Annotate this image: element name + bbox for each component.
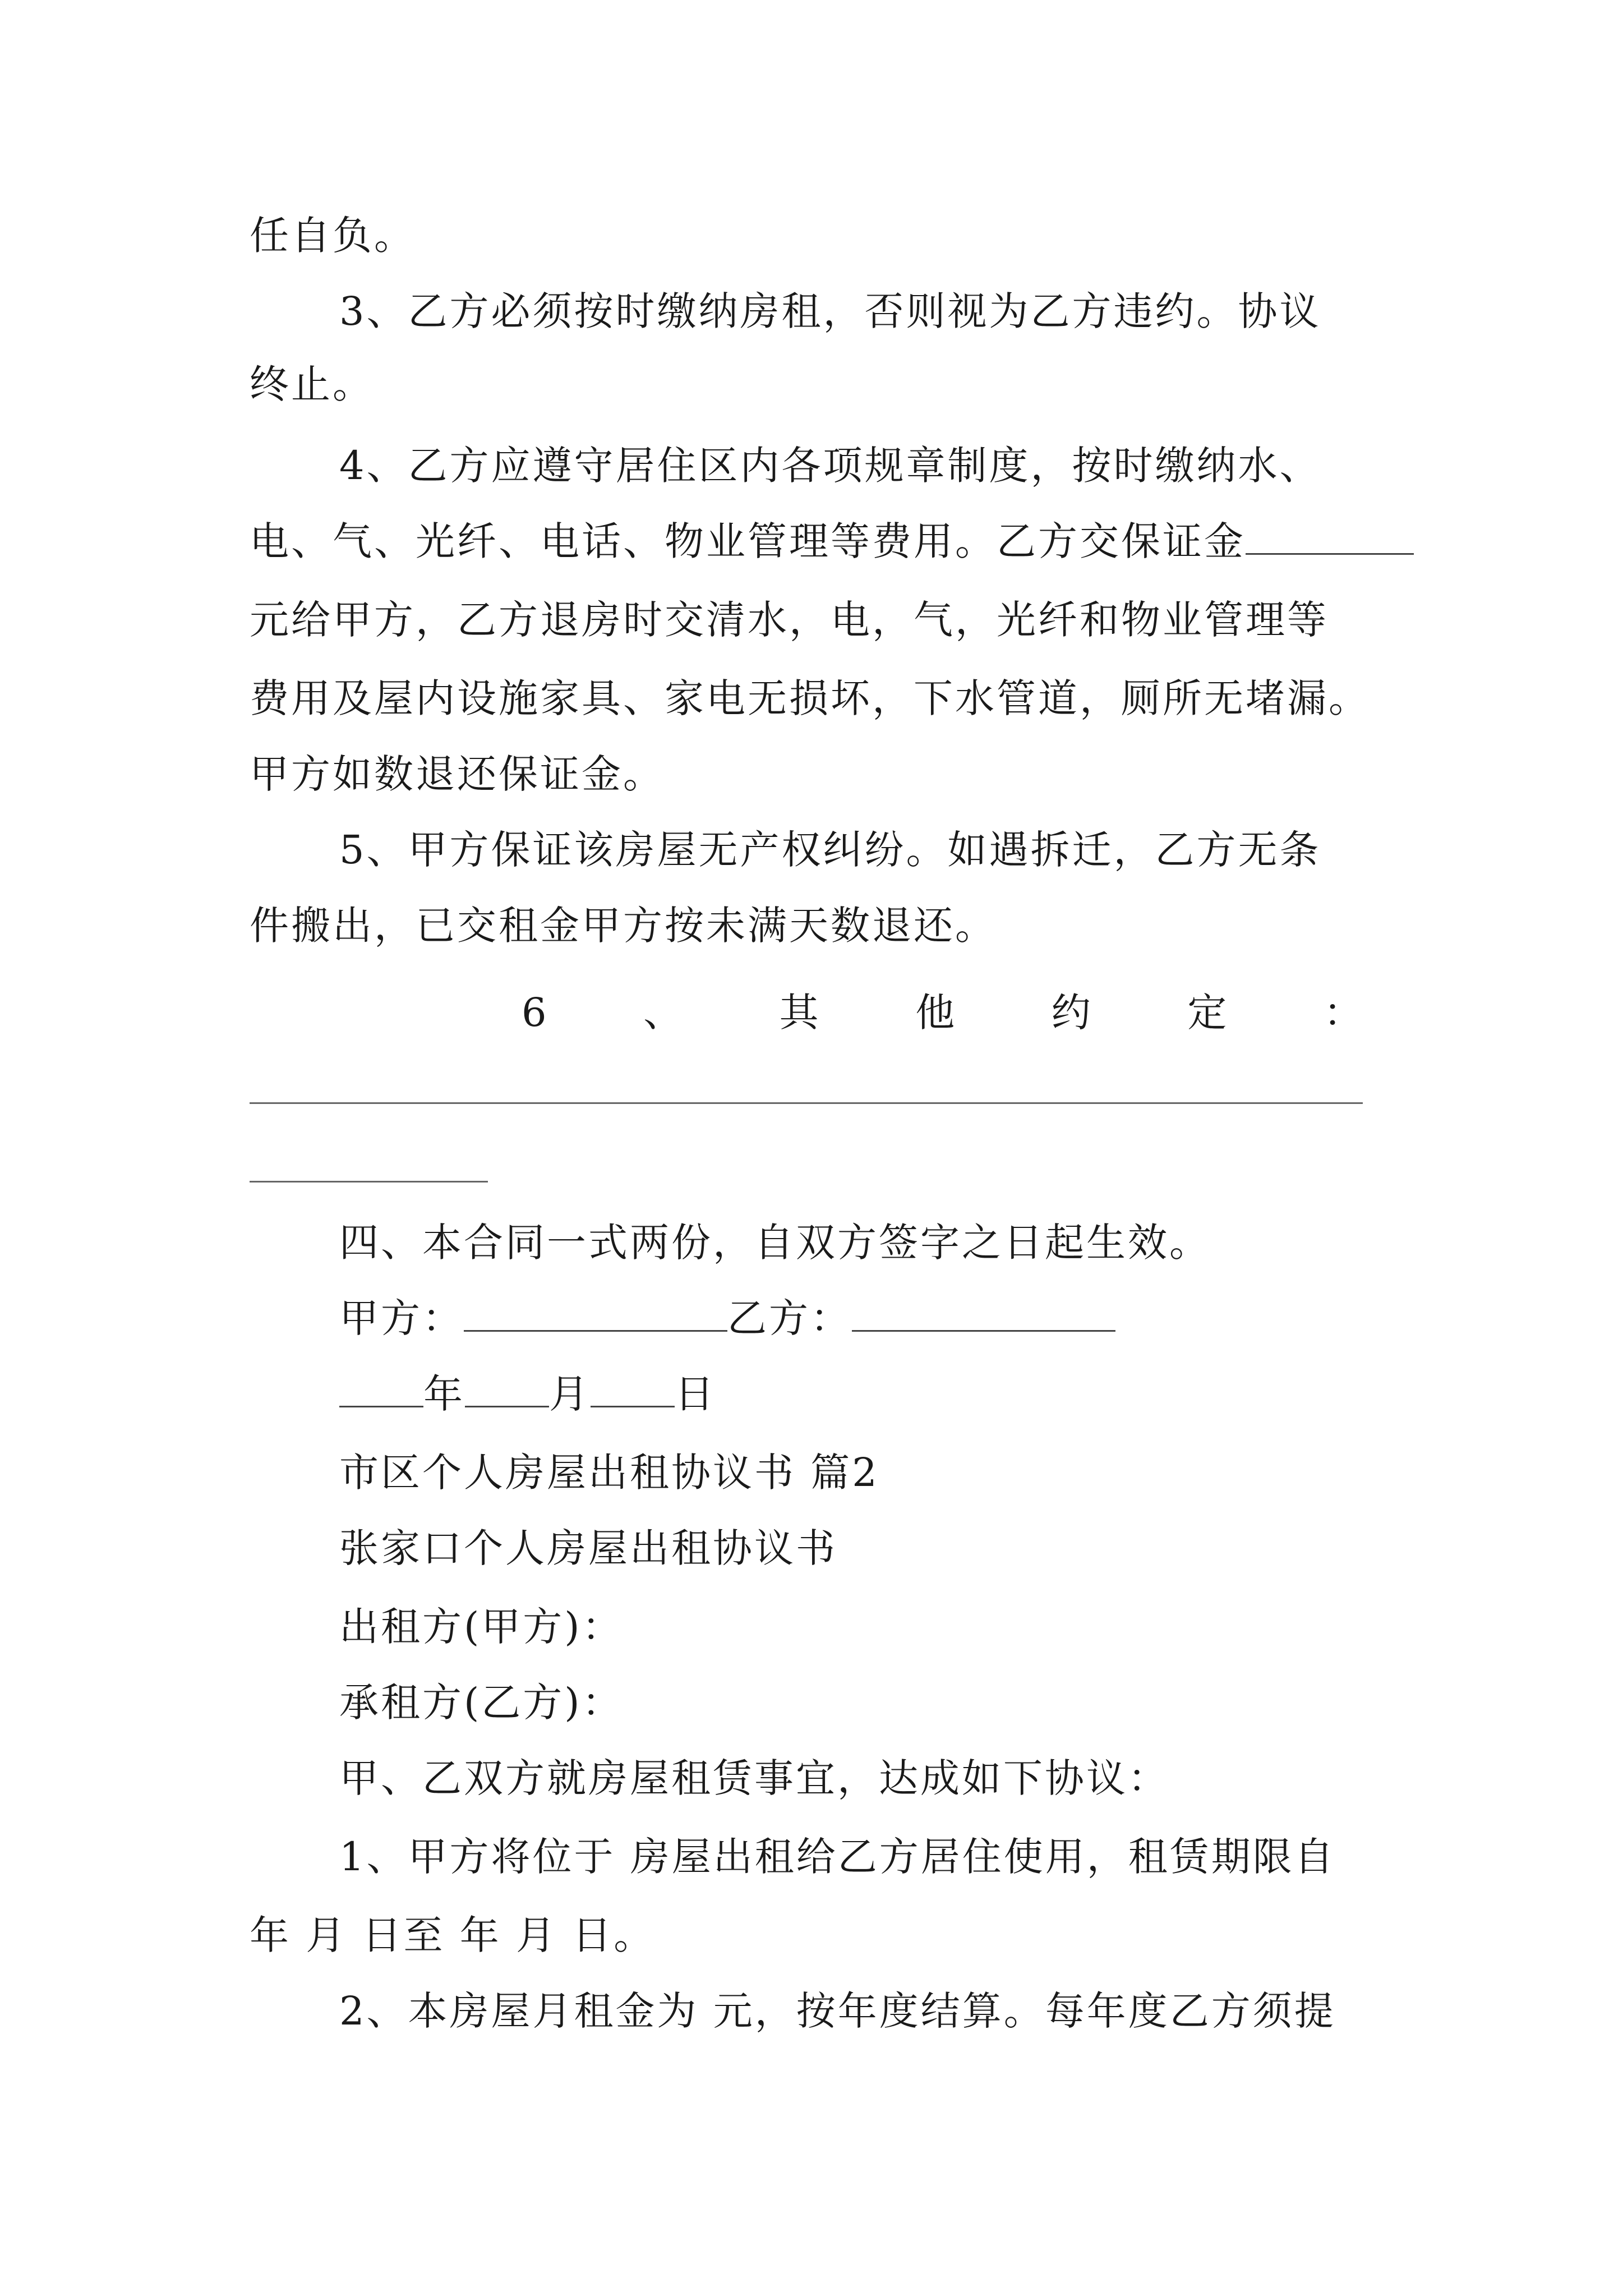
blank-other-terms-2 xyxy=(250,1181,488,1182)
other-terms-line xyxy=(522,987,1363,1038)
text-line: 终止。 xyxy=(250,361,374,407)
text-line: 甲、乙双方就房屋租赁事宜，达成如下协议： xyxy=(339,1755,1169,1801)
lessee-label: 承租方(乙方)： xyxy=(339,1680,624,1726)
other-terms-char: 他 xyxy=(915,990,955,1036)
month-label: 月 xyxy=(549,1371,591,1417)
lessor-label: 出租方(甲方)： xyxy=(339,1604,624,1650)
party-b-label: 乙方： xyxy=(727,1295,852,1341)
text-segment: 电、气、光纤、电话、物业管理等费用。乙方交保证金 xyxy=(250,518,1246,564)
other-terms-char: 6 xyxy=(522,990,547,1036)
text-line: 5、甲方保证该房屋无产权纠纷。如遇拆迁，乙方无条 xyxy=(339,827,1321,873)
other-terms-char: 定 xyxy=(1187,990,1227,1036)
text-line: 3、乙方必须按时缴纳房租，否则视为乙方违约。协议 xyxy=(339,288,1321,334)
text-line: 四、本合同一式两份，自双方签字之日起生效。 xyxy=(339,1220,1211,1266)
day-blank xyxy=(591,1371,675,1407)
party-b-blank xyxy=(852,1295,1115,1332)
text-line: 年 月 日至 年 月 日。 xyxy=(250,1912,656,1958)
blank-deposit xyxy=(1246,518,1414,555)
month-blank xyxy=(465,1371,549,1407)
document-title: 张家口个人房屋出租协议书 xyxy=(339,1525,837,1571)
text-line: 甲方如数退还保证金。 xyxy=(250,751,665,797)
text-line: 4、乙方应遵守居住区内各项规章制度，按时缴纳水、 xyxy=(339,443,1321,489)
text-line: 任自负。 xyxy=(250,213,416,259)
other-terms-char: ： xyxy=(1323,990,1363,1036)
day-label: 日 xyxy=(675,1371,716,1417)
year-label: 年 xyxy=(423,1371,465,1417)
signature-line xyxy=(339,1293,1115,1343)
other-terms-char: 其 xyxy=(779,990,819,1036)
year-blank xyxy=(339,1371,423,1407)
other-terms-char: 、 xyxy=(643,990,683,1036)
party-a-label: 甲方： xyxy=(339,1295,464,1341)
text-line xyxy=(250,516,1414,567)
other-terms-char: 约 xyxy=(1051,990,1091,1036)
party-a-blank xyxy=(464,1295,727,1332)
text-line: 1、甲方将位于 房屋出租给乙方居住使用，租赁期限自 xyxy=(339,1834,1336,1880)
section-title: 市区个人房屋出租协议书 篇2 xyxy=(339,1450,879,1496)
blank-other-terms-1 xyxy=(250,1102,1363,1104)
text-line: 费用及屋内设施家具、家电无损坏，下水管道，厕所无堵漏。 xyxy=(250,675,1370,721)
text-line: 元给甲方，乙方退房时交清水，电，气，光纤和物业管理等 xyxy=(250,597,1329,643)
date-line xyxy=(339,1369,716,1419)
text-line: 件搬出，已交租金甲方按未满天数退还。 xyxy=(250,903,997,949)
text-line: 2、本房屋月租金为 元，按年度结算。每年度乙方须提 xyxy=(339,1988,1336,2034)
